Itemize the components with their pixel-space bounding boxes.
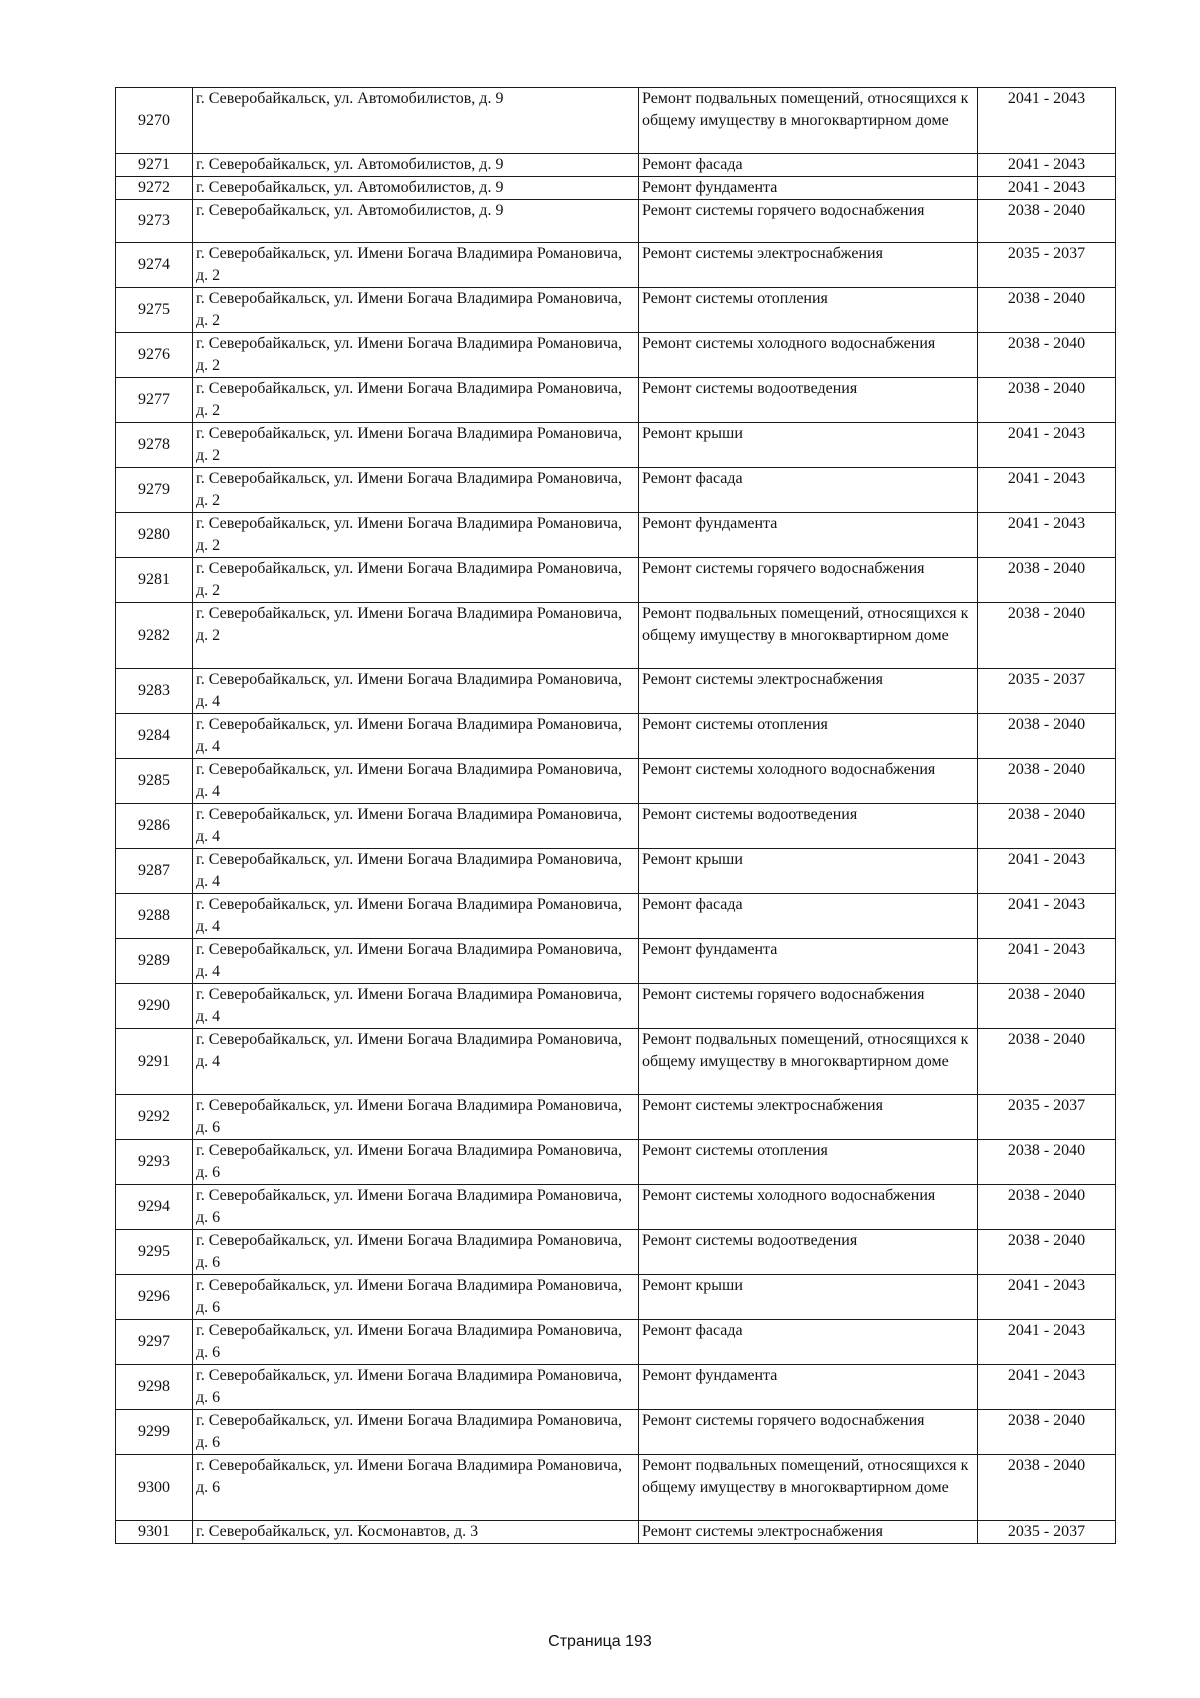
row-address: г. Северобайкальск, ул. Имени Богача Владимира Романовича, д. 6 <box>193 1185 639 1230</box>
row-address: г. Северобайкальск, ул. Имени Богача Владимира Романовича, д. 2 <box>193 603 639 669</box>
row-period: 2035 - 2037 <box>978 243 1116 288</box>
row-number: 9298 <box>116 1365 193 1410</box>
row-work-type: Ремонт системы горячего водоснабжения <box>639 1410 978 1455</box>
row-number: 9300 <box>116 1455 193 1521</box>
row-number: 9289 <box>116 939 193 984</box>
row-period: 2038 - 2040 <box>978 714 1116 759</box>
row-period: 2041 - 2043 <box>978 88 1116 154</box>
row-number: 9279 <box>116 468 193 513</box>
row-address: г. Северобайкальск, ул. Имени Богача Владимира Романовича, д. 2 <box>193 423 639 468</box>
row-address: г. Северобайкальск, ул. Имени Богача Владимира Романовича, д. 6 <box>193 1455 639 1521</box>
row-work-type: Ремонт системы электроснабжения <box>639 1095 978 1140</box>
row-number: 9273 <box>116 200 193 243</box>
row-period: 2038 - 2040 <box>978 603 1116 669</box>
row-number: 9277 <box>116 378 193 423</box>
table-row <box>116 1185 1116 1230</box>
row-work-type: Ремонт системы водоотведения <box>639 1230 978 1275</box>
table-row <box>116 1230 1116 1275</box>
row-address: г. Северобайкальск, ул. Имени Богача Владимира Романовича, д. 6 <box>193 1275 639 1320</box>
row-period: 2038 - 2040 <box>978 804 1116 849</box>
row-period: 2038 - 2040 <box>978 984 1116 1029</box>
row-period: 2038 - 2040 <box>978 1185 1116 1230</box>
row-period: 2038 - 2040 <box>978 1455 1116 1521</box>
row-work-type: Ремонт системы водоотведения <box>639 378 978 423</box>
row-address: г. Северобайкальск, ул. Имени Богача Владимира Романовича, д. 2 <box>193 288 639 333</box>
table-row <box>116 288 1116 333</box>
row-address: г. Северобайкальск, ул. Имени Богача Владимира Романовича, д. 2 <box>193 378 639 423</box>
row-work-type: Ремонт подвальных помещений, относящихся к общему имуществу в многоквартирном доме <box>639 1455 978 1521</box>
row-address: г. Северобайкальск, ул. Имени Богача Владимира Романовича, д. 4 <box>193 849 639 894</box>
table-row <box>116 1521 1116 1544</box>
row-work-type: Ремонт системы электроснабжения <box>639 243 978 288</box>
row-period: 2041 - 2043 <box>978 894 1116 939</box>
table-row <box>116 468 1116 513</box>
row-number: 9286 <box>116 804 193 849</box>
row-work-type: Ремонт фасада <box>639 1320 978 1365</box>
row-number: 9270 <box>116 88 193 154</box>
row-address: г. Северобайкальск, ул. Имени Богача Владимира Романовича, д. 4 <box>193 804 639 849</box>
table-row <box>116 939 1116 984</box>
table-row <box>116 984 1116 1029</box>
row-address: г. Северобайкальск, ул. Имени Богача Владимира Романовича, д. 6 <box>193 1230 639 1275</box>
row-work-type: Ремонт фасада <box>639 468 978 513</box>
row-address: г. Северобайкальск, ул. Имени Богача Владимира Романовича, д. 2 <box>193 333 639 378</box>
row-work-type: Ремонт системы холодного водоснабжения <box>639 1185 978 1230</box>
row-number: 9290 <box>116 984 193 1029</box>
row-address: г. Северобайкальск, ул. Имени Богача Владимира Романовича, д. 4 <box>193 1029 639 1095</box>
row-number: 9301 <box>116 1521 193 1544</box>
row-number: 9275 <box>116 288 193 333</box>
row-number: 9297 <box>116 1320 193 1365</box>
table-row <box>116 1410 1116 1455</box>
row-period: 2035 - 2037 <box>978 1521 1116 1544</box>
row-address: г. Северобайкальск, ул. Имени Богача Владимира Романовича, д. 6 <box>193 1320 639 1365</box>
row-number: 9296 <box>116 1275 193 1320</box>
table-body <box>116 88 1116 1544</box>
row-address: г. Северобайкальск, ул. Имени Богача Владимира Романовича, д. 6 <box>193 1365 639 1410</box>
row-address: г. Северобайкальск, ул. Имени Богача Владимира Романовича, д. 4 <box>193 669 639 714</box>
table-row <box>116 714 1116 759</box>
row-number: 9299 <box>116 1410 193 1455</box>
row-work-type: Ремонт системы горячего водоснабжения <box>639 200 978 243</box>
row-period: 2038 - 2040 <box>978 1410 1116 1455</box>
table-row <box>116 894 1116 939</box>
row-period: 2041 - 2043 <box>978 849 1116 894</box>
row-address: г. Северобайкальск, ул. Имени Богача Владимира Романовича, д. 4 <box>193 984 639 1029</box>
row-period: 2041 - 2043 <box>978 154 1116 177</box>
row-period: 2041 - 2043 <box>978 1320 1116 1365</box>
row-work-type: Ремонт фундамента <box>639 1365 978 1410</box>
page-number: Страница 193 <box>548 1633 652 1650</box>
row-address: г. Северобайкальск, ул. Имени Богача Владимира Романовича, д. 2 <box>193 468 639 513</box>
row-period: 2041 - 2043 <box>978 1365 1116 1410</box>
table-row <box>116 154 1116 177</box>
table-row <box>116 1029 1116 1095</box>
row-number: 9284 <box>116 714 193 759</box>
table-row <box>116 804 1116 849</box>
table-row <box>116 200 1116 243</box>
row-work-type: Ремонт фасада <box>639 154 978 177</box>
row-work-type: Ремонт системы отопления <box>639 1140 978 1185</box>
table-row <box>116 333 1116 378</box>
row-address: г. Северобайкальск, ул. Автомобилистов, д. 9 <box>193 177 639 200</box>
table-row <box>116 669 1116 714</box>
row-work-type: Ремонт системы холодного водоснабжения <box>639 759 978 804</box>
row-period: 2038 - 2040 <box>978 1029 1116 1095</box>
row-period: 2035 - 2037 <box>978 1095 1116 1140</box>
table-row <box>116 1320 1116 1365</box>
row-work-type: Ремонт фундамента <box>639 177 978 200</box>
table-row <box>116 759 1116 804</box>
row-number: 9272 <box>116 177 193 200</box>
table-row <box>116 378 1116 423</box>
table-row <box>116 849 1116 894</box>
row-work-type: Ремонт крыши <box>639 1275 978 1320</box>
row-number: 9287 <box>116 849 193 894</box>
row-number: 9292 <box>116 1095 193 1140</box>
row-number: 9291 <box>116 1029 193 1095</box>
row-number: 9283 <box>116 669 193 714</box>
row-work-type: Ремонт крыши <box>639 423 978 468</box>
row-work-type: Ремонт подвальных помещений, относящихся к общему имуществу в многоквартирном доме <box>639 1029 978 1095</box>
row-address: г. Северобайкальск, ул. Автомобилистов, д. 9 <box>193 88 639 154</box>
row-number: 9278 <box>116 423 193 468</box>
row-work-type: Ремонт фундамента <box>639 939 978 984</box>
page-footer <box>0 1633 1200 1651</box>
row-address: г. Северобайкальск, ул. Имени Богача Владимира Романовича, д. 6 <box>193 1410 639 1455</box>
row-work-type: Ремонт системы холодного водоснабжения <box>639 333 978 378</box>
row-work-type: Ремонт крыши <box>639 849 978 894</box>
row-work-type: Ремонт подвальных помещений, относящихся к общему имуществу в многоквартирном доме <box>639 603 978 669</box>
row-period: 2038 - 2040 <box>978 288 1116 333</box>
row-period: 2038 - 2040 <box>978 200 1116 243</box>
row-number: 9285 <box>116 759 193 804</box>
row-period: 2041 - 2043 <box>978 1275 1116 1320</box>
row-address: г. Северобайкальск, ул. Имени Богача Владимира Романовича, д. 4 <box>193 714 639 759</box>
row-address: г. Северобайкальск, ул. Имени Богача Владимира Романовича, д. 2 <box>193 243 639 288</box>
table-row <box>116 423 1116 468</box>
table-row <box>116 243 1116 288</box>
row-address: г. Северобайкальск, ул. Имени Богача Владимира Романовича, д. 6 <box>193 1095 639 1140</box>
row-number: 9294 <box>116 1185 193 1230</box>
row-period: 2038 - 2040 <box>978 558 1116 603</box>
row-work-type: Ремонт системы горячего водоснабжения <box>639 984 978 1029</box>
table-row <box>116 513 1116 558</box>
row-period: 2035 - 2037 <box>978 669 1116 714</box>
row-address: г. Северобайкальск, ул. Имени Богача Владимира Романовича, д. 4 <box>193 759 639 804</box>
row-period: 2041 - 2043 <box>978 468 1116 513</box>
table-row <box>116 603 1116 669</box>
table-row <box>116 177 1116 200</box>
row-work-type: Ремонт подвальных помещений, относящихся к общему имуществу в многоквартирном доме <box>639 88 978 154</box>
row-work-type: Ремонт системы электроснабжения <box>639 669 978 714</box>
table-row <box>116 558 1116 603</box>
row-address: г. Северобайкальск, ул. Имени Богача Владимира Романовича, д. 4 <box>193 894 639 939</box>
row-period: 2038 - 2040 <box>978 1140 1116 1185</box>
row-work-type: Ремонт системы отопления <box>639 714 978 759</box>
row-period: 2038 - 2040 <box>978 759 1116 804</box>
row-number: 9293 <box>116 1140 193 1185</box>
row-work-type: Ремонт фасада <box>639 894 978 939</box>
row-period: 2038 - 2040 <box>978 378 1116 423</box>
table-row <box>116 1095 1116 1140</box>
table-row <box>116 1140 1116 1185</box>
row-period: 2038 - 2040 <box>978 1230 1116 1275</box>
row-number: 9288 <box>116 894 193 939</box>
row-address: г. Северобайкальск, ул. Автомобилистов, д. 9 <box>193 154 639 177</box>
row-period: 2041 - 2043 <box>978 177 1116 200</box>
row-number: 9295 <box>116 1230 193 1275</box>
table-row <box>116 1275 1116 1320</box>
row-address: г. Северобайкальск, ул. Автомобилистов, д. 9 <box>193 200 639 243</box>
row-address: г. Северобайкальск, ул. Космонавтов, д. 3 <box>193 1521 639 1544</box>
row-period: 2038 - 2040 <box>978 333 1116 378</box>
table-row <box>116 1455 1116 1521</box>
row-address: г. Северобайкальск, ул. Имени Богача Владимира Романовича, д. 4 <box>193 939 639 984</box>
row-work-type: Ремонт системы отопления <box>639 288 978 333</box>
row-work-type: Ремонт системы электроснабжения <box>639 1521 978 1544</box>
row-number: 9276 <box>116 333 193 378</box>
row-address: г. Северобайкальск, ул. Имени Богача Владимира Романовича, д. 2 <box>193 513 639 558</box>
row-number: 9281 <box>116 558 193 603</box>
row-work-type: Ремонт системы водоотведения <box>639 804 978 849</box>
row-number: 9274 <box>116 243 193 288</box>
row-work-type: Ремонт системы горячего водоснабжения <box>639 558 978 603</box>
row-number: 9282 <box>116 603 193 669</box>
row-address: г. Северобайкальск, ул. Имени Богача Владимира Романовича, д. 6 <box>193 1140 639 1185</box>
row-period: 2041 - 2043 <box>978 939 1116 984</box>
row-number: 9271 <box>116 154 193 177</box>
table-row <box>116 88 1116 154</box>
row-address: г. Северобайкальск, ул. Имени Богача Владимира Романовича, д. 2 <box>193 558 639 603</box>
repair-schedule-table <box>115 87 1116 1544</box>
row-number: 9280 <box>116 513 193 558</box>
table-row <box>116 1365 1116 1410</box>
row-period: 2041 - 2043 <box>978 513 1116 558</box>
row-work-type: Ремонт фундамента <box>639 513 978 558</box>
row-period: 2041 - 2043 <box>978 423 1116 468</box>
